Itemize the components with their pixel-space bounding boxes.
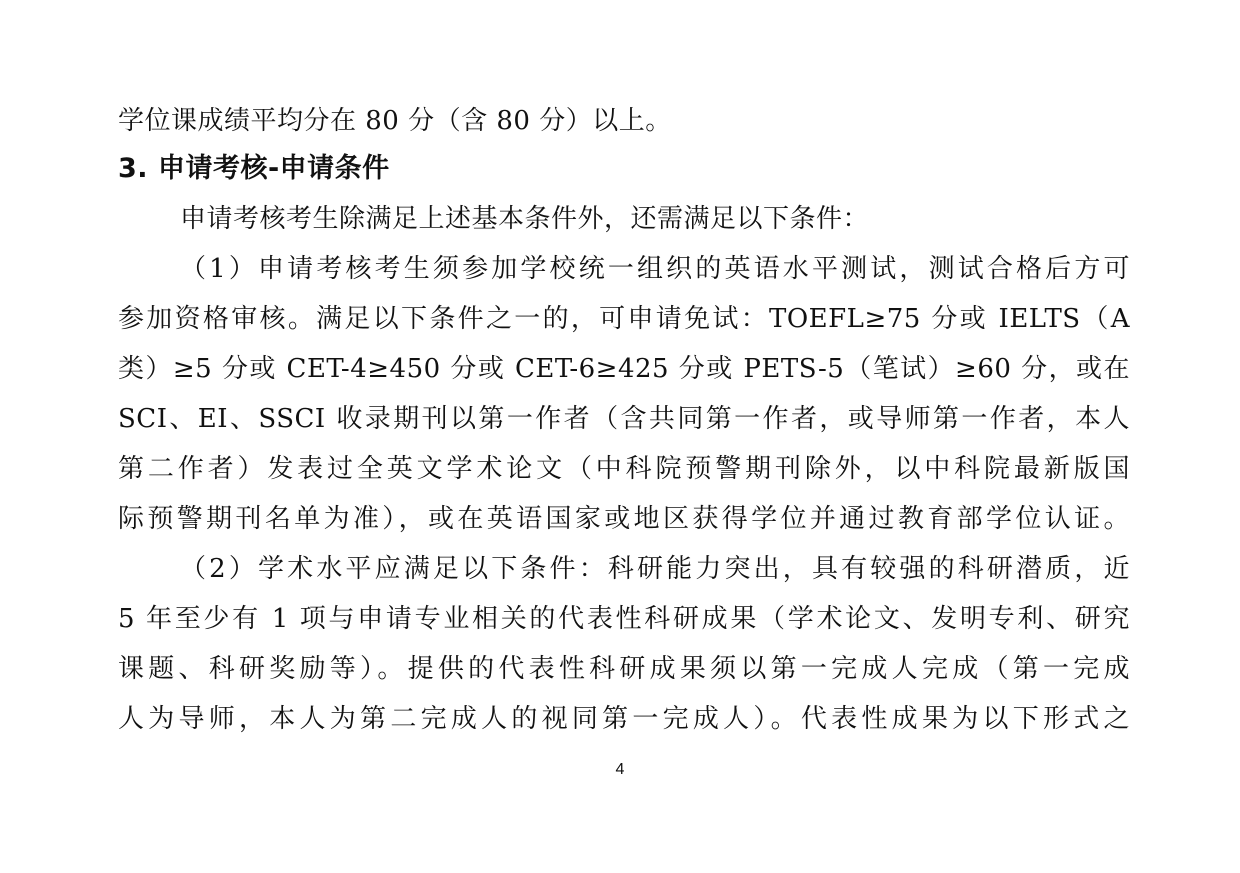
intro-paragraph: 申请考核考生除满足上述基本条件外，还需满足以下条件： bbox=[180, 204, 870, 234]
paragraph-1-line-3: 类）≥5 分或 CET-4≥450 分或 CET-6≥425 分或 PETS-5（笔试）≥60 分，或在 bbox=[118, 354, 1130, 384]
paragraph-1-line-4: SCI、EI、SSCI 收录期刊以第一作者（含共同第一作者，或导师第一作者，本人 bbox=[118, 404, 1130, 434]
paragraph-1-line-5: 第二作者）发表过全英文学术论文（中科院预警期刊除外，以中科院最新版国 bbox=[118, 454, 1130, 484]
paragraph-2-line-2: 5 年至少有 1 项与申请专业相关的代表性科研成果（学术论文、发明专利、研究 bbox=[118, 604, 1130, 634]
paragraph-1-line-1: （1）申请考核考生须参加学校统一组织的英语水平测试，测试合格后方可 bbox=[180, 254, 1130, 284]
paragraph-2-line-3: 课题、科研奖励等）。提供的代表性科研成果须以第一完成人完成（第一完成 bbox=[118, 654, 1130, 684]
paragraph-1-line-2: 参加资格审核。满足以下条件之一的，可申请免试：TOEFL≥75 分或 IELTS（A bbox=[118, 304, 1130, 334]
continuation-line: 学位课成绩平均分在 80 分（含 80 分）以上。 bbox=[118, 106, 672, 136]
paragraph-1-line-6: 际预警期刊名单为准），或在英语国家或地区获得学位并通过教育部学位认证。 bbox=[118, 504, 1130, 534]
paragraph-2-line-4: 人为导师，本人为第二完成人的视同第一完成人）。代表性成果为以下形式之 bbox=[118, 704, 1130, 734]
paragraph-2-line-1: （2）学术水平应满足以下条件：科研能力突出，具有较强的科研潜质，近 bbox=[180, 554, 1130, 584]
page-number: 4 bbox=[615, 761, 625, 778]
section-heading: 3. 申请考核-申请条件 bbox=[118, 153, 390, 184]
